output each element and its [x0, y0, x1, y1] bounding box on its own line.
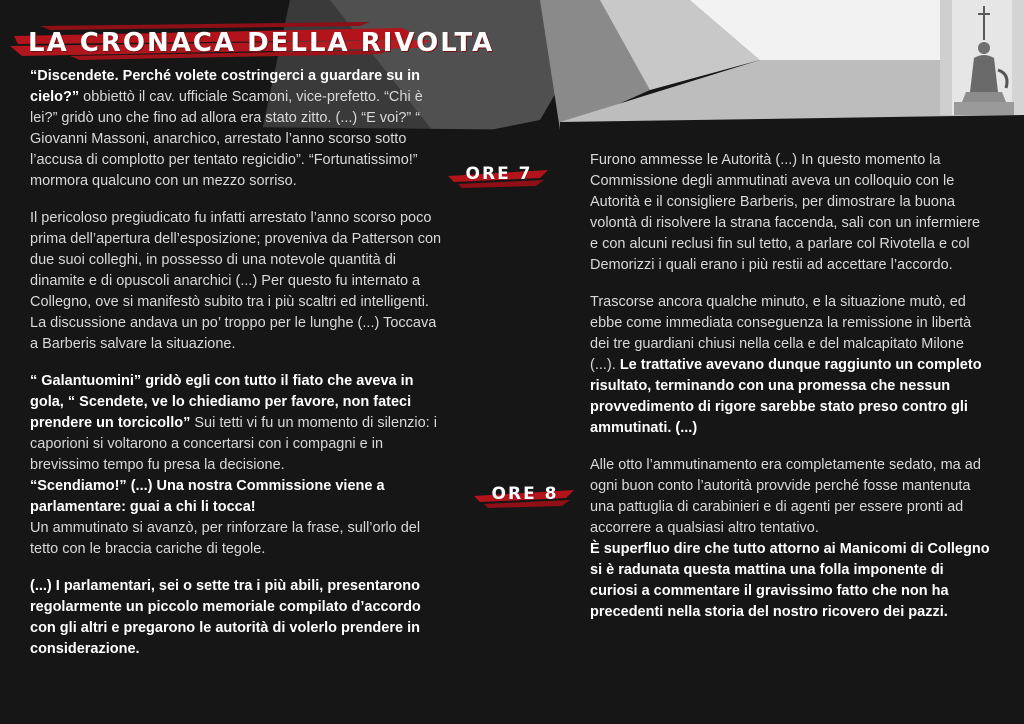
statue-photo: [940, 0, 1024, 115]
left-column: [30, 66, 448, 676]
page-title: LA CRONACA DELLA RIVOLTA: [28, 28, 495, 58]
paragraph-1: “Discendete. Perché volete costringerci a guardare su in cielo?” obbiettò il cav. ufficiale Scamoni, vice-prefetto. “Chi è lei?” gridò uno che fino ad allora era stato zitto. (...) “E voi?” “ Giovanni Massoni, anarchico, arrestato l’anno scorso sotto l’accusa di complotto per tentato regicidio”. “Fortunatissimo!” mormora qualcuno con un mezzo sorriso.: [30, 68, 423, 189]
paragraph-7: Alle otto l’ammutinamento era completamente sedato, ma ad ogni buon conto l’autorità provvide perché fosse mantenuta una pattuglia di carabinieri e di agenti per essere pronti ad accorrere a qualsiasi altro tentativo. È superfluo dire che tutto attorno ai Manicomi di Collegno si è radunata questa mattina una folla imponente di curiosi a commentare il gravissimo fatto che non ha precedenti nella storia del nostro ricovero dei pazzi.: [590, 457, 990, 620]
title-banner: [10, 14, 495, 64]
paragraph-4: (...) I parlamentari, sei o sette tra i più abili, presentarono regolarmente un piccolo memoriale compilato d’accordo con gli altri e pregarono le autorità di volerlo prendere in considerazione.: [30, 578, 421, 657]
paragraph-6: Trascorse ancora qualche minuto, e la situazione mutò, ed ebbe come immediata conseguenza la remissione in libertà dei tre guardiani chiusi nella cella e del malcapitato Milone (...). Le trattative avevano dunque raggiunto un completo risultato, terminando con una promessa che nessun provvedimento di rigore sarebbe stato preso contro gli ammutinati. (...): [590, 294, 982, 436]
paragraph-2: Il pericoloso pregiudicato fu infatti arrestato l’anno scorso poco prima dell’apertura dell’esposizione; proveniva da Patterson con due suoi colleghi, in possesso di una notevole quantità di dinamite e di opuscoli anarchici (...) Per questo fu internato a Collegno, ove si manifestò subito tra i più scaltri ed intelligenti. La discussione andava un po’ troppo per le lunghe (...) Toccava a Barberis salvare la situazione.: [30, 210, 442, 352]
right-column: [590, 150, 990, 639]
paragraph-3: “ Galantuomini” gridò egli con tutto il fiato che aveva in gola, “ Scendete, ve lo chiediamo per favore, non fateci prendere un torcicollo” Sui tetti vi fu un momento di silenzio: i caporioni si voltarono a concertarsi con i compagni e in brevissimo tempo fu presa la decisione. “Scendiamo!” (...) Una nostra Commissione viene a parlamentare: guai a chi li tocca! Un ammutinato si avanzò, per rinforzare la frase, sull’orlo del tetto con le braccia cariche di tegole.: [30, 373, 437, 557]
paragraph-5: Furono ammesse le Autorità (...) In questo momento la Commissione degli ammutinati aveva un colloquio con le Autorità e il consigliere Barberis, per dimostrare la buona volontà di risolvere la strana faccenda, salì con un infermiere e con alcuni reclusi fin sul tetto, a parlare col Rivotella e col Demorizzi i quali erano i più restii ad accettare l’accordo.: [590, 152, 981, 273]
time-label-ore7: ORE 7: [444, 158, 554, 192]
time-label-ore8: ORE 8: [470, 478, 580, 512]
statue-image: [940, 0, 1024, 115]
